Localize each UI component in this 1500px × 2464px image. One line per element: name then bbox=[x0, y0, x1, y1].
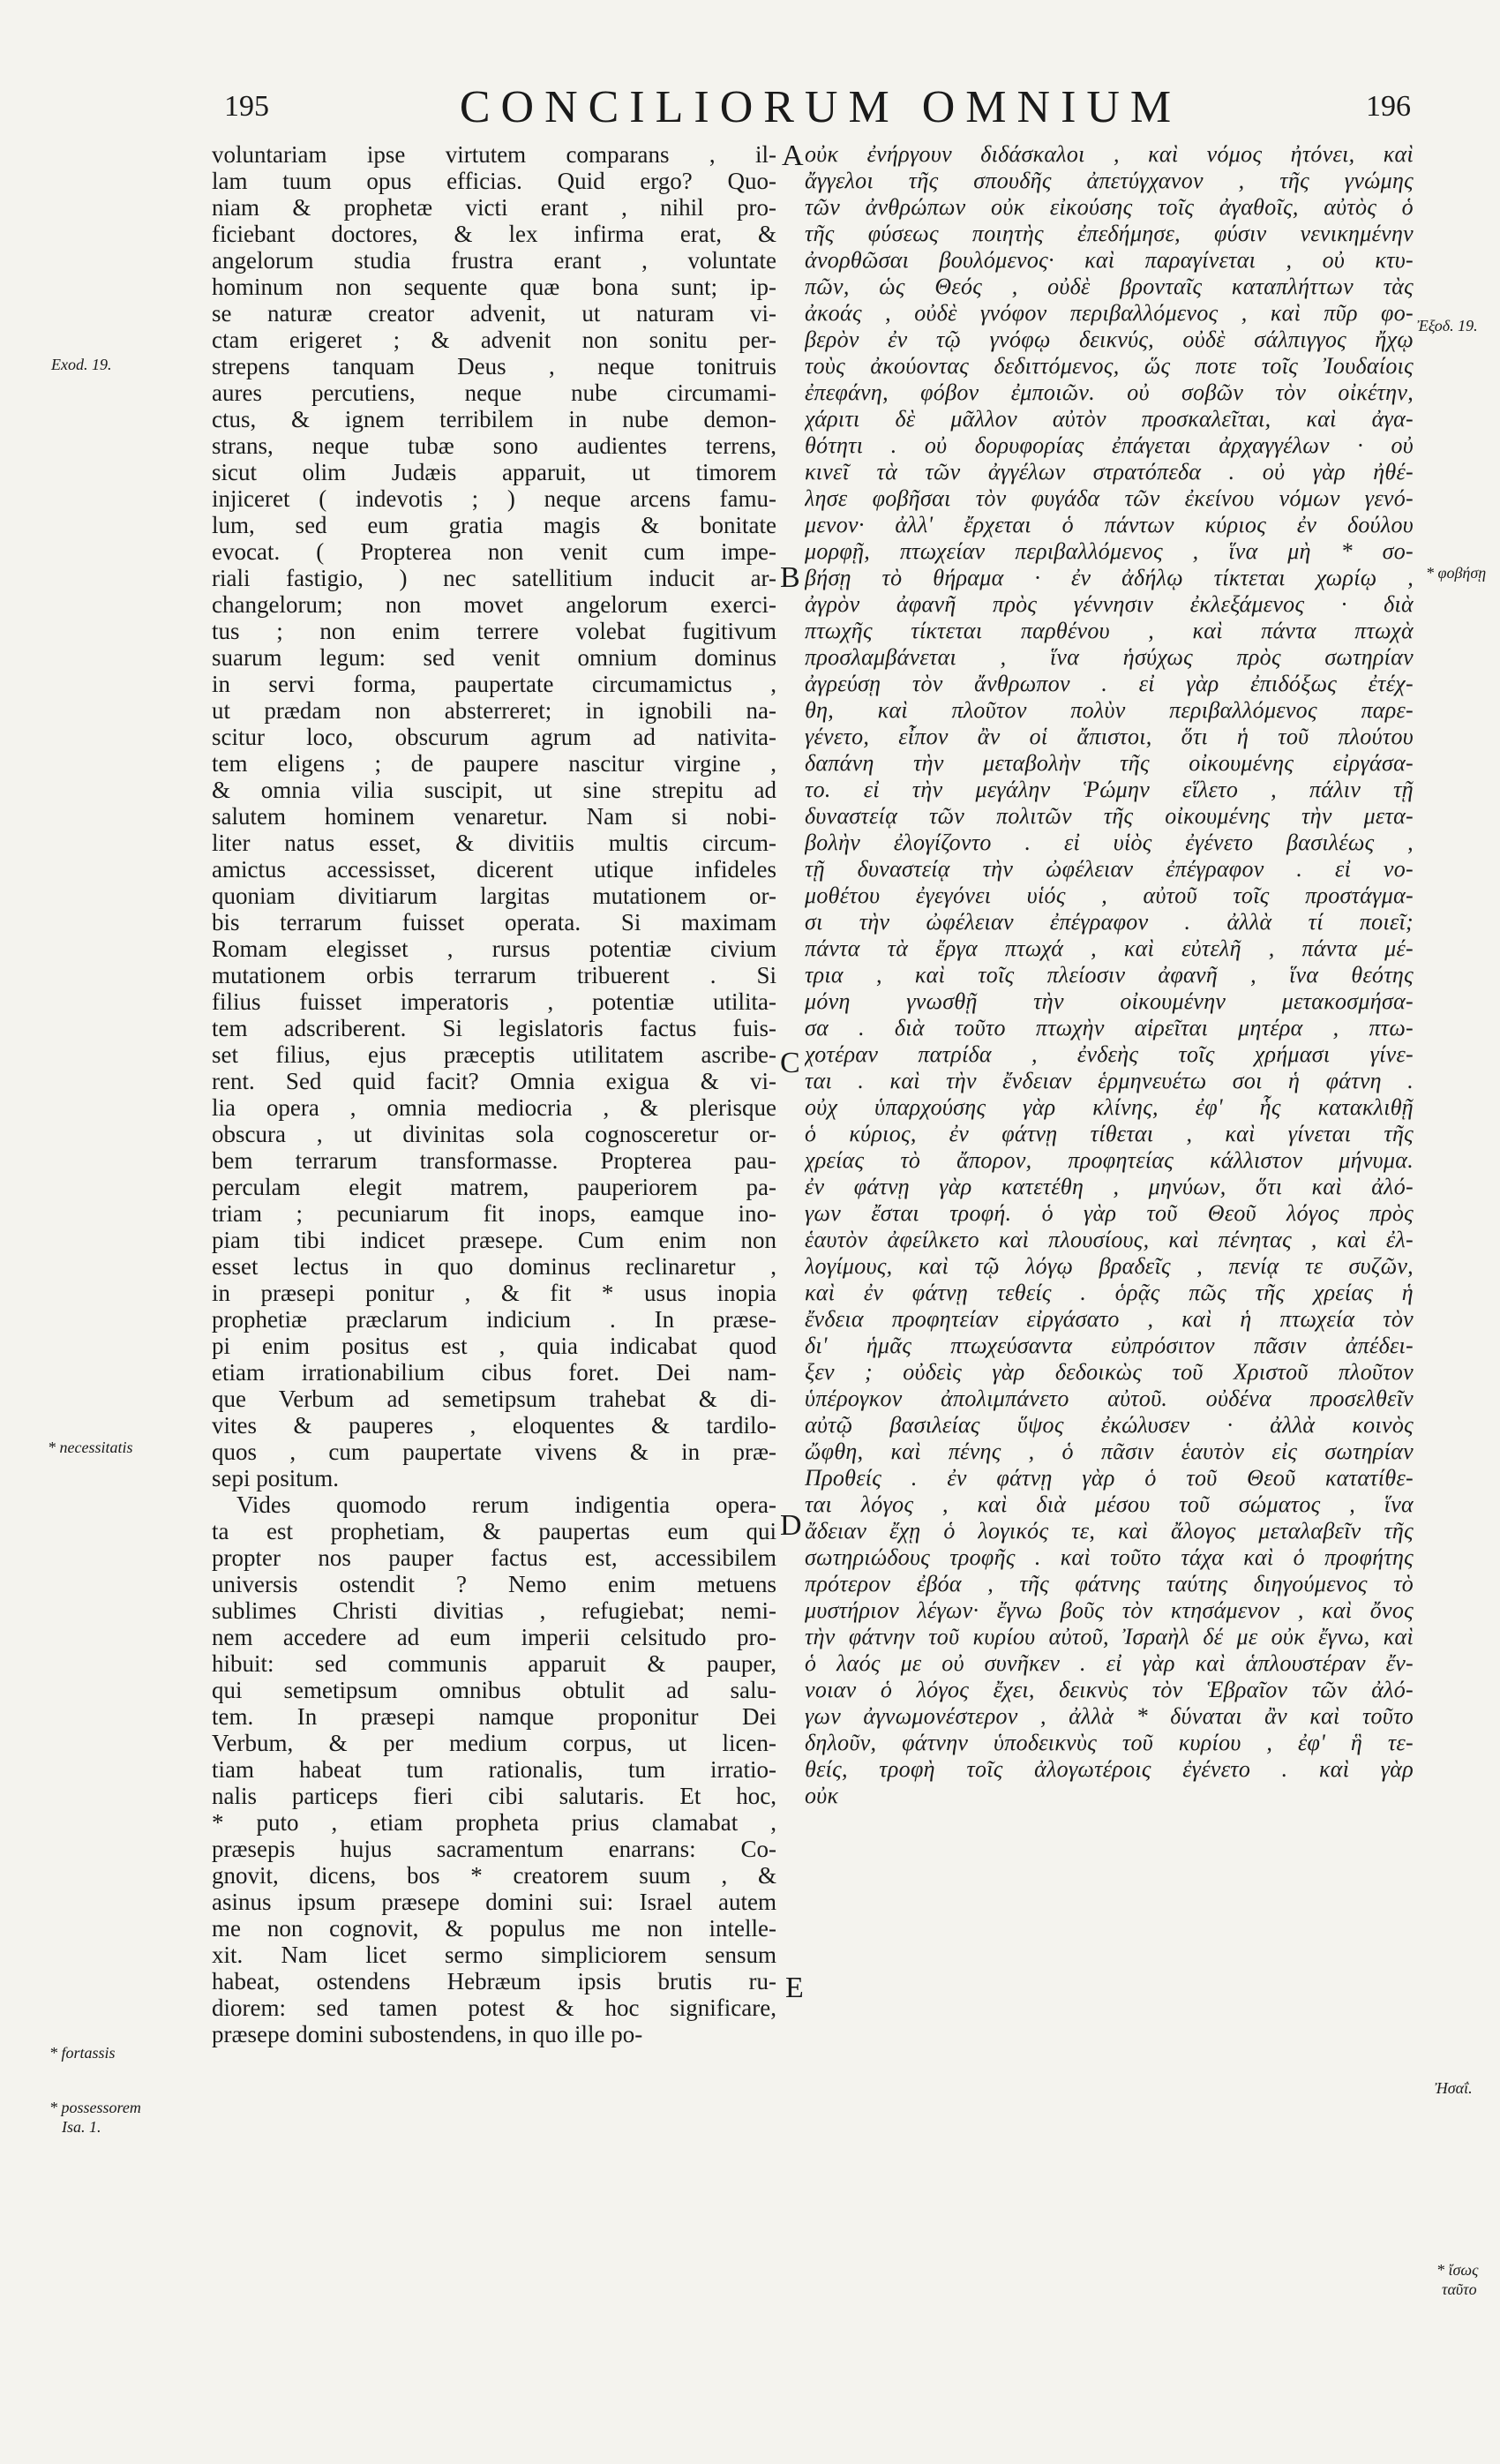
latin-text-line: scitur loco, obscurum agrum ad nativita- bbox=[212, 724, 776, 750]
latin-text-line: vites & pauperes , eloquentes & tardilo- bbox=[212, 1412, 776, 1439]
latin-text-line: riali fastigio, ) nec satellitium inducit ar- bbox=[212, 565, 776, 591]
greek-text-line: σωτηριώδους τροφῆς . καὶ τοῦτο τάχα καὶ ὁ προφήτης bbox=[805, 1544, 1414, 1570]
greek-text-line: γων ἔσται τροφή. ὁ γὰρ τοῦ Θεοῦ λόγος πρὸς bbox=[805, 1200, 1414, 1226]
greek-text-line: νοιαν ὁ λόγος ἔχει, δεικνὺς τὸν Ἑβραῖον τῶν ἀλό- bbox=[805, 1677, 1414, 1702]
latin-text-line: propter nos pauper factus est, accessibilem bbox=[212, 1544, 776, 1571]
latin-text-line: etiam irrationabilium cibus foret. Dei nam- bbox=[212, 1359, 776, 1386]
latin-text-line: amictus accessisset, dicerent utique infideles bbox=[212, 856, 776, 883]
latin-text-line: asinus ipsum præsepe domini sui: Israel autem bbox=[212, 1889, 776, 1915]
greek-text-line: ἐπεφάνη, φόβον ἐμποιῶν. οὐ σοβῶν τὸν οἰκέτην, bbox=[805, 379, 1414, 405]
section-letter-b: B bbox=[780, 561, 800, 594]
latin-text-line: salutem hominem venaretur. Nam si nobi- bbox=[212, 803, 776, 830]
greek-text-line: ἀκοάς , οὐδὲ γνόφον περιβαλλόμενος , καὶ πῦρ φο- bbox=[805, 300, 1414, 326]
latin-text-line: suarum legum: sed venit omnium dominus bbox=[212, 644, 776, 671]
greek-text-line: ἐν φάτνῃ γὰρ κατετέθη , μηνύων, ὅτι καὶ ἀλό- bbox=[805, 1174, 1414, 1199]
greek-text-line: βολὴν ἐλογίζοντο . εἰ υἱὸς ἐγένετο βασιλέως , bbox=[805, 830, 1414, 855]
greek-text-line: πῶν, ὡς Θεός , οὐδὲ βρονταῖς καταπλήττων τὰς bbox=[805, 274, 1414, 299]
latin-text-line: pi enim positus est , quia indicabat quod bbox=[212, 1333, 776, 1359]
section-letter-c: C bbox=[780, 1047, 800, 1079]
greek-text-line: καὶ ἐν φάτνῃ τεθείς . ὁρᾷς πῶς τῆς χρείας ἡ bbox=[805, 1280, 1414, 1305]
latin-text-line: universis ostendit ? Nemo enim metuens bbox=[212, 1571, 776, 1597]
latin-text-line: tus ; non enim terrere volebat fugitivum bbox=[212, 618, 776, 644]
latin-text-line: strans, neque tubæ sono audientes terrens, bbox=[212, 432, 776, 459]
greek-text-line: κινεῖ τὰ τῶν ἀγγέλων στρατόπεδα . οὐ γὰρ ἠθέ- bbox=[805, 459, 1414, 485]
latin-text-line: esset lectus in quo dominus reclinaretur , bbox=[212, 1253, 776, 1280]
greek-text-line: σα . διὰ τοῦτο πτωχὴν αἱρεῖται μητέρα , πτω- bbox=[805, 1015, 1414, 1040]
greek-text-line: το. εἰ τὴν μεγάλην Ῥώμην εἵλετο , πάλιν τῇ bbox=[805, 777, 1414, 802]
latin-text-line: lum, sed eum gratia magis & bonitate bbox=[212, 512, 776, 538]
latin-text-line: obscura , ut divinitas sola cognosceretur or- bbox=[212, 1121, 776, 1147]
latin-text-line: piam tibi indicet præsepe. Cum enim non bbox=[212, 1227, 776, 1253]
section-letter-a: A bbox=[782, 139, 804, 172]
greek-text-line: χοτέραν πατρίδα , ἐνδεὴς τοῖς χρήμασι γίνε- bbox=[805, 1041, 1414, 1067]
latin-text-line: me non cognovit, & populus me non intelle- bbox=[212, 1915, 776, 1942]
greek-text-line: δυναστείᾳ τῶν πολιτῶν τῆς οἰκουμένης τὴν μετα- bbox=[805, 803, 1414, 829]
latin-text-line: tiam habeat tum rationalis, tum irratio- bbox=[212, 1756, 776, 1783]
latin-text-line: Romam elegisset , rursus potentiæ civium bbox=[212, 935, 776, 962]
latin-text-line: voluntariam ipse virtutem comparans , il- bbox=[212, 141, 776, 168]
greek-text-line: ὑπέρογκον ἀπολιμπάνετο αὐτοῦ. οὐδένα προσελθεῖν bbox=[805, 1386, 1414, 1411]
greek-text-line: γένετο, εἶπον ἂν οἱ ἄπιστοι, ὅτι ἡ τοῦ πλούτου bbox=[805, 724, 1414, 749]
latin-text-line: se naturæ creator advenit, ut naturam vi- bbox=[212, 300, 776, 327]
section-letter-e: E bbox=[785, 1972, 804, 2004]
greek-text-line: οὐχ ὑπαρχούσης γὰρ κλίνης, ἐφ' ἧς κατακλιθῇ bbox=[805, 1094, 1414, 1120]
greek-text-line: ὤφθη, καὶ πένης , ὁ πᾶσιν ἑαυτὸν εἰς σωτηρίαν bbox=[805, 1439, 1414, 1464]
latin-text-line: ctam erigeret ; & advenit non sonitu per- bbox=[212, 327, 776, 353]
latin-text-line: hominum non sequente quæ bona sunt; ip- bbox=[212, 274, 776, 300]
greek-text-line: σι τὴν ὠφέλειαν ἐπέγραφον . ἀλλὰ τί ποιεῖ; bbox=[805, 909, 1414, 935]
greek-text-line: τοὺς ἀκούοντας δεδιττόμενος, ὥς ποτε τοῖς Ἰουδαίοις bbox=[805, 353, 1414, 379]
latin-text-line: ta est prophetiam, & paupertas eum qui bbox=[212, 1518, 776, 1544]
greek-text-line: θη, καὶ πλοῦτον πολὺν περιβαλλόμενος παρε- bbox=[805, 697, 1414, 723]
greek-text-line: Προθείς . ἐν φάτνῃ γὰρ ὁ τοῦ Θεοῦ κατατίθε- bbox=[805, 1465, 1414, 1491]
greek-text-line: ἀγρεύσῃ τὸν ἄνθρωπον . εἰ γὰρ ἐπιδόξως ἐτέχ- bbox=[805, 671, 1414, 696]
greek-text-line: δαπάνη τὴν μεταβολὴν τῆς οἰκουμένης εἰργάσα- bbox=[805, 750, 1414, 776]
latin-text-line: filius fuisset imperatoris , potentiæ utilita- bbox=[212, 988, 776, 1015]
latin-text-line: aures percutiens, neque nube circumami- bbox=[212, 379, 776, 406]
greek-text-line: ται . καὶ τὴν ἔνδειαν ἑρμηνευέτω σοι ἡ φάτνη . bbox=[805, 1068, 1414, 1093]
latin-text-line: gnovit, dicens, bos * creatorem suum , & bbox=[212, 1862, 776, 1889]
latin-text-line: nem accedere ad eum imperii celsitudo pro- bbox=[212, 1624, 776, 1650]
greek-text-line: μορφῇ, πτωχείαν περιβαλλόμενος , ἵνα μὴ * σο- bbox=[805, 538, 1414, 564]
latin-text-line: nalis particeps fieri cibi salutaris. Et hoc, bbox=[212, 1783, 776, 1809]
latin-column bbox=[212, 141, 776, 2047]
latin-text-line: rent. Sed quid facit? Omnia exigua & vi- bbox=[212, 1068, 776, 1094]
latin-text-line: strepens tanquam Deus , neque tonitruis bbox=[212, 353, 776, 379]
latin-text-line: prophetiæ præclarum indicium . In præse- bbox=[212, 1306, 776, 1333]
greek-text-line: θότητι . οὐ δορυφορίας ἐπάγεται ἀρχαγγέλων · οὐ bbox=[805, 432, 1414, 458]
margin-note-isos: * ἴσως bbox=[1436, 2261, 1479, 2279]
running-title: CONCILIORUM OMNIUM bbox=[459, 82, 1182, 132]
greek-text-line: ται λόγος , καὶ διὰ μέσου τοῦ σώματος , ἵνα bbox=[805, 1491, 1414, 1517]
greek-text-line: δι' ἡμᾶς πτωχεύσαντα εὐπρόσιτον πᾶσιν ἀπέδει- bbox=[805, 1333, 1414, 1358]
greek-text-line: τῶν ἀνθρώπων οὐκ εἰκούσης τοῖς ἀγαθοῖς, αὐτὸς ὁ bbox=[805, 194, 1414, 220]
latin-text-line: xit. Nam licet sermo simpliciorem sensum bbox=[212, 1942, 776, 1968]
greek-text-line: μυστήριον λέγων· ἔγνω βοῦς τὸν κτησάμενον , καὶ ὄνος bbox=[805, 1597, 1414, 1623]
latin-text-line: niam & prophetæ victi erant , nihil pro- bbox=[212, 194, 776, 221]
latin-text-line: que Verbum ad semetipsum trahebat & di- bbox=[212, 1386, 776, 1412]
latin-text-line: ctus, & ignem terribilem in nube demon- bbox=[212, 406, 776, 432]
latin-text-line: ut prædam non absterreret; in ignobili na- bbox=[212, 697, 776, 724]
latin-text-line: habeat, ostendens Hebræum ipsis brutis ru- bbox=[212, 1968, 776, 1994]
margin-note-exodus-greek: Ἐξοδ. 19. bbox=[1417, 317, 1478, 334]
latin-text-line: injiceret ( indevotis ; ) neque arcens famu- bbox=[212, 485, 776, 512]
greek-text-line: ξεν ; οὐδεὶς γὰρ δεδοικὼς τοῦ Χριστοῦ πλοῦτον bbox=[805, 1359, 1414, 1385]
margin-note-isaiah: Isa. 1. bbox=[62, 2118, 101, 2136]
latin-text-line: ficiebant doctores, & lex infirma erat, & bbox=[212, 221, 776, 247]
greek-text-line: μοθέτου ἐγεγόνει υἱός , αὐτοῦ τοῖς προστάγμα- bbox=[805, 883, 1414, 908]
running-header bbox=[0, 81, 1500, 143]
margin-note-fortassis: * fortassis bbox=[49, 2044, 116, 2062]
margin-note-possessorem: * possessorem bbox=[49, 2099, 141, 2116]
greek-text-line: οὐκ ἐνήργουν διδάσκαλοι , καὶ νόμος ἠτόνει, καὶ bbox=[805, 141, 1414, 167]
greek-text-line: ἑαυτὸν ἀφείλκετο καὶ πλουσίους, καὶ πένητας , καὶ ἐλ- bbox=[805, 1227, 1414, 1252]
greek-text-line: βήσῃ τὸ θήραμα · ἐν ἀδήλῳ τίκτεται χωρίῳ , bbox=[805, 565, 1414, 590]
greek-text-line: ἔνδεια προφητείαν εἰργάσατο , καὶ ἡ πτωχεία τὸν bbox=[805, 1306, 1414, 1332]
greek-text-line: ἀνορθῶσαι βουλόμενος· καὶ παραγίνεται , οὐ κτυ- bbox=[805, 247, 1414, 273]
latin-text-line: * puto , etiam propheta prius clamabat , bbox=[212, 1809, 776, 1836]
greek-column bbox=[805, 141, 1414, 1809]
latin-text-line: mutationem orbis terrarum tribuerent . Si bbox=[212, 962, 776, 988]
greek-text-line: δηλοῦν, φάτνην ὑποδεικνὺς τοῦ κυρίου , ἐφ' ἣ τε- bbox=[805, 1730, 1414, 1755]
left-page-number: 195 bbox=[224, 90, 269, 123]
greek-text-line: λησε φοβῆσαι τὸν φυγάδα τῶν ἐκείνου νόμων γενό- bbox=[805, 485, 1414, 511]
greek-text-line: ἄδειαν ἔχῃ ὁ λογικός τε, καὶ ἄλογος μεταλαβεῖν τῆς bbox=[805, 1518, 1414, 1544]
latin-text-line: Verbum, & per medium corpus, ut licen- bbox=[212, 1730, 776, 1756]
margin-note-necessitatis: * necessitatis bbox=[48, 1439, 133, 1456]
margin-note-fobesi: * φοβήσῃ bbox=[1426, 564, 1487, 582]
greek-text-line: χάριτι δὲ μᾶλλον αὐτὸν προσκαλεῖται, καὶ ἀγα- bbox=[805, 406, 1414, 432]
latin-text-line: changelorum; non movet angelorum exerci- bbox=[212, 591, 776, 618]
right-page-number: 196 bbox=[1366, 90, 1411, 123]
latin-text-line: quoniam divitiarum largitas mutationem or- bbox=[212, 883, 776, 909]
latin-text-line: quos , cum paupertate vivens & in præ- bbox=[212, 1439, 776, 1465]
latin-text-line: lam tuum opus efficias. Quid ergo? Quo- bbox=[212, 168, 776, 194]
greek-text-line: προσλαμβάνεται , ἵνα ἡσύχως πρὸς σωτηρίαν bbox=[805, 644, 1414, 670]
margin-note-exodus: Exod. 19. bbox=[51, 356, 112, 373]
greek-text-line: ἄγγελοι τῆς σπουδῆς ἀπετύγχανον , τῆς γνώμης bbox=[805, 168, 1414, 193]
greek-text-line: μόνη γνωσθῇ τὴν οἰκουμένην μετακοσμήσα- bbox=[805, 988, 1414, 1014]
latin-text-line: tem eligens ; de paupere nascitur virgine , bbox=[212, 750, 776, 777]
latin-text-line: perculam elegit matrem, pauperiorem pa- bbox=[212, 1174, 776, 1200]
latin-text-line: tem adscriberent. Si legislatoris factus fuis- bbox=[212, 1015, 776, 1041]
latin-text-line: qui semetipsum omnibus obtulit ad salu- bbox=[212, 1677, 776, 1703]
latin-text-line: præsepis hujus sacramentum enarrans: Co- bbox=[212, 1836, 776, 1862]
latin-text-line: in servi forma, paupertate circumamictus , bbox=[212, 671, 776, 697]
latin-text-line: præsepe domini subostendens, in quo ille po- bbox=[212, 2021, 643, 2047]
greek-text-line: τῆς φύσεως ποιητὴς ἐπεδήμησε, φύσιν νενικημένην bbox=[805, 221, 1414, 246]
latin-text-line: sepi positum. bbox=[212, 1465, 340, 1491]
latin-text-line: lia opera , omnia mediocria , & plerisque bbox=[212, 1094, 776, 1121]
latin-text-line: in præsepi ponitur , & fit * usus inopia bbox=[212, 1280, 776, 1306]
greek-text-line: λογίμους, καὶ τῷ λόγῳ βραδεῖς , πενίᾳ τε συζῶν, bbox=[805, 1253, 1414, 1279]
greek-text-line: θείς, τροφὴ τοῖς ἀλογωτέροις ἐγένετο . καὶ γὰρ bbox=[805, 1756, 1414, 1782]
greek-text-line: πρότερον ἐβόα , τῆς φάτνης ταύτης διηγούμενος τὸ bbox=[805, 1571, 1414, 1596]
greek-text-line: γων ἀγνωμονέστερον , ἀλλὰ * δύναται ἂν καὶ τοῦτο bbox=[805, 1703, 1414, 1729]
latin-text-line: liter natus esset, & divitiis multis circum- bbox=[212, 830, 776, 856]
greek-text-line: ἀγρὸν ἀφανῆ πρὸς γέννησιν ἐκλεξάμενος · διὰ bbox=[805, 591, 1414, 617]
latin-text-line: sicut olim Judæis apparuit, ut timorem bbox=[212, 459, 776, 485]
greek-text-line: αὐτῷ βασιλείας ὕψος ἐκώλυσεν · ἀλλὰ κοινὸς bbox=[805, 1412, 1414, 1438]
latin-text-line: bem terrarum transformasse. Propterea pau- bbox=[212, 1147, 776, 1174]
greek-text-line: πτωχῆς τίκτεται παρθένου , καὶ πάντα πτωχὰ bbox=[805, 618, 1414, 643]
greek-text-line: χρείας τὸ ἄπορον, προφητείας κάλλιστον μήνυμα. bbox=[805, 1147, 1414, 1173]
greek-text-line: ὁ λαός με οὐ συνῆκεν . εἰ γὰρ καὶ ἁπλουστέραν ἔν- bbox=[805, 1650, 1414, 1676]
margin-note-taito: ταῦτο bbox=[1442, 2280, 1477, 2298]
latin-text-line: & omnia vilia suscipit, ut sine strepitu ad bbox=[212, 777, 776, 803]
greek-text-line: ὁ κύριος, ἐν φάτνῃ τίθεται , καὶ γίνεται τῆς bbox=[805, 1121, 1414, 1146]
greek-text-line: βερὸν ἐν τῷ γνόφῳ δεικνύς, οὐδὲ σάλπιγγος ἤχῳ bbox=[805, 327, 1414, 352]
latin-text-line: diorem: sed tamen potest & hoc significare, bbox=[212, 1994, 776, 2021]
greek-text-line: μενον· ἀλλ' ἔρχεται ὁ πάντων κύριος ἐν δούλου bbox=[805, 512, 1414, 537]
latin-text-line: bis terrarum fuisset operata. Si maximam bbox=[212, 909, 776, 935]
greek-text-line: τρια , καὶ τοῖς πλείοσιν ἀφανῆ , ἵνα θεότης bbox=[805, 962, 1414, 988]
margin-note-isaiah-greek: Ἠσαΐ. bbox=[1435, 2079, 1473, 2097]
latin-text-line: set filius, ejus præceptis utilitatem ascribe- bbox=[212, 1041, 776, 1068]
greek-text-line: τῇ δυναστείᾳ τὴν ὠφέλειαν ἐπέγραφον . εἰ νο- bbox=[805, 856, 1414, 882]
greek-text-line: οὐκ bbox=[805, 1783, 839, 1808]
greek-text-line: πάντα τὰ ἔργα πτωχά , καὶ εὐτελῆ , πάντα μέ- bbox=[805, 935, 1414, 961]
latin-text-line: hibuit: sed communis apparuit & pauper, bbox=[212, 1650, 776, 1677]
section-letter-d: D bbox=[780, 1509, 802, 1542]
latin-text-line: Vides quomodo rerum indigentia opera- bbox=[236, 1491, 776, 1518]
latin-text-line: angelorum studia frustra erant , voluntate bbox=[212, 247, 776, 274]
greek-text-line: τὴν φάτνην τοῦ κυρίου αὐτοῦ, Ἰσραὴλ δέ με οὐκ ἔγνω, καὶ bbox=[805, 1624, 1414, 1649]
latin-text-line: triam ; pecuniarum fit inops, eamque ino- bbox=[212, 1200, 776, 1227]
latin-text-line: tem. In præsepi namque proponitur Dei bbox=[212, 1703, 776, 1730]
latin-text-line: sublimes Christi divitias , refugiebat; nemi- bbox=[212, 1597, 776, 1624]
latin-text-line: evocat. ( Propterea non venit cum impe- bbox=[212, 538, 776, 565]
